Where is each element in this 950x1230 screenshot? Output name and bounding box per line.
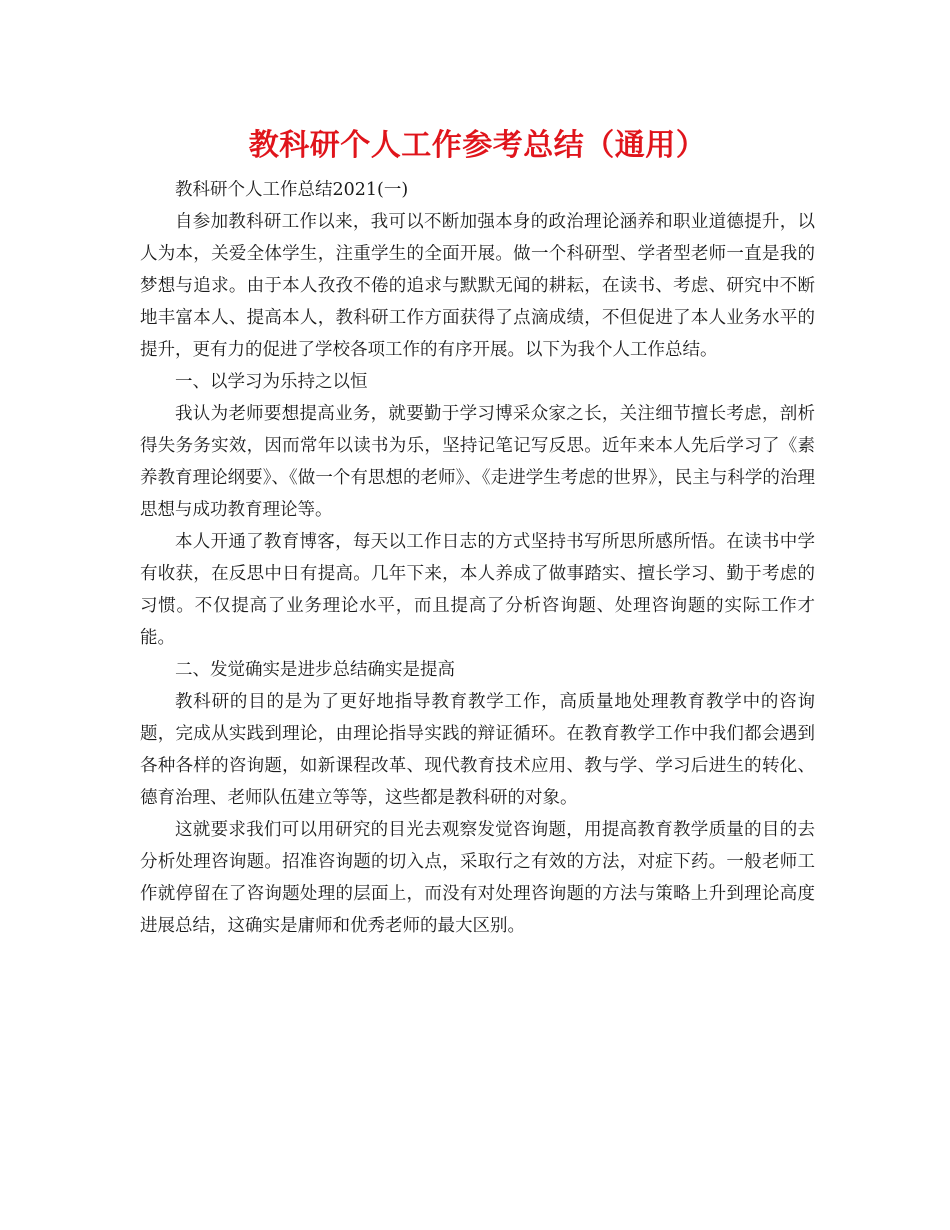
section-heading-1: 一、以学习为乐持之以恒: [175, 372, 368, 392]
document-title: 教科研个人工作参考总结（通用）: [248, 128, 707, 163]
document-subtitle: 教科研个人工作总结2021(一): [175, 180, 409, 200]
paragraph-study-1: 我认为老师要想提高业务，就要勤于学习博采众家之长，关注细节擅长考虑，剖析得失务务实效，因而常年以读书为乐，坚持记笔记写反思。近年来本人先后学习了《素养教育理论纲要》、《做一个有思想的老师》、《走进学生考虑的世界》，民主与科学的治理思想与成功教育理论等。: [140, 404, 815, 520]
paragraph-study-2: 本人开通了教育博客，每天以工作日志的方式坚持书写所思所感所悟。在读书中学有收获，在反思中日有提高。几年下来，本人养成了做事踏实、擅长学习、勤于考虑的习惯。不仅提高了业务理论水平，而且提高了分析咨询题、处理咨询题的实际工作才能。: [140, 532, 815, 648]
paragraph-intro: 自参加教科研工作以来，我可以不断加强本身的政治理论涵养和职业道德提升，以人为本，关爱全体学生，注重学生的全面开展。做一个科研型、学者型老师一直是我的梦想与追求。由于本人孜孜不倦的追求与默默无闻的耕耘，在读书、考虑、研究中不断地丰富本人、提高本人，教科研工作方面获得了点滴成绩，不但促进了本人业务水平的提升，更有力的促进了学校各项工作的有序开展。以下为我个人工作总结。: [140, 212, 815, 360]
section-heading-2: 二、发觉确实是进步总结确实是提高: [175, 660, 455, 680]
document-body: [140, 124, 815, 942]
paragraph-research-1: 教科研的目的是为了更好地指导教育教学工作，高质量地处理教育教学中的咨询题，完成从实践到理论，由理论指导实践的辩证循环。在教育教学工作中我们都会遇到各种各样的咨询题，如新课程改革、现代教育技术应用、教与学、学习后进生的转化、德育治理、老师队伍建立等等，这些都是教科研的对象。: [140, 692, 815, 808]
paragraph-research-2: 这就要求我们可以用研究的目光去观察发觉咨询题，用提高教育教学质量的目的去分析处理咨询题。招准咨询题的切入点，采取行之有效的方法，对症下药。一般老师工作就停留在了咨询题处理的层面上，而没有对处理咨询题的方法与策略上升到理论高度进展总结，这确实是庸师和优秀老师的最大区别。: [140, 820, 815, 936]
